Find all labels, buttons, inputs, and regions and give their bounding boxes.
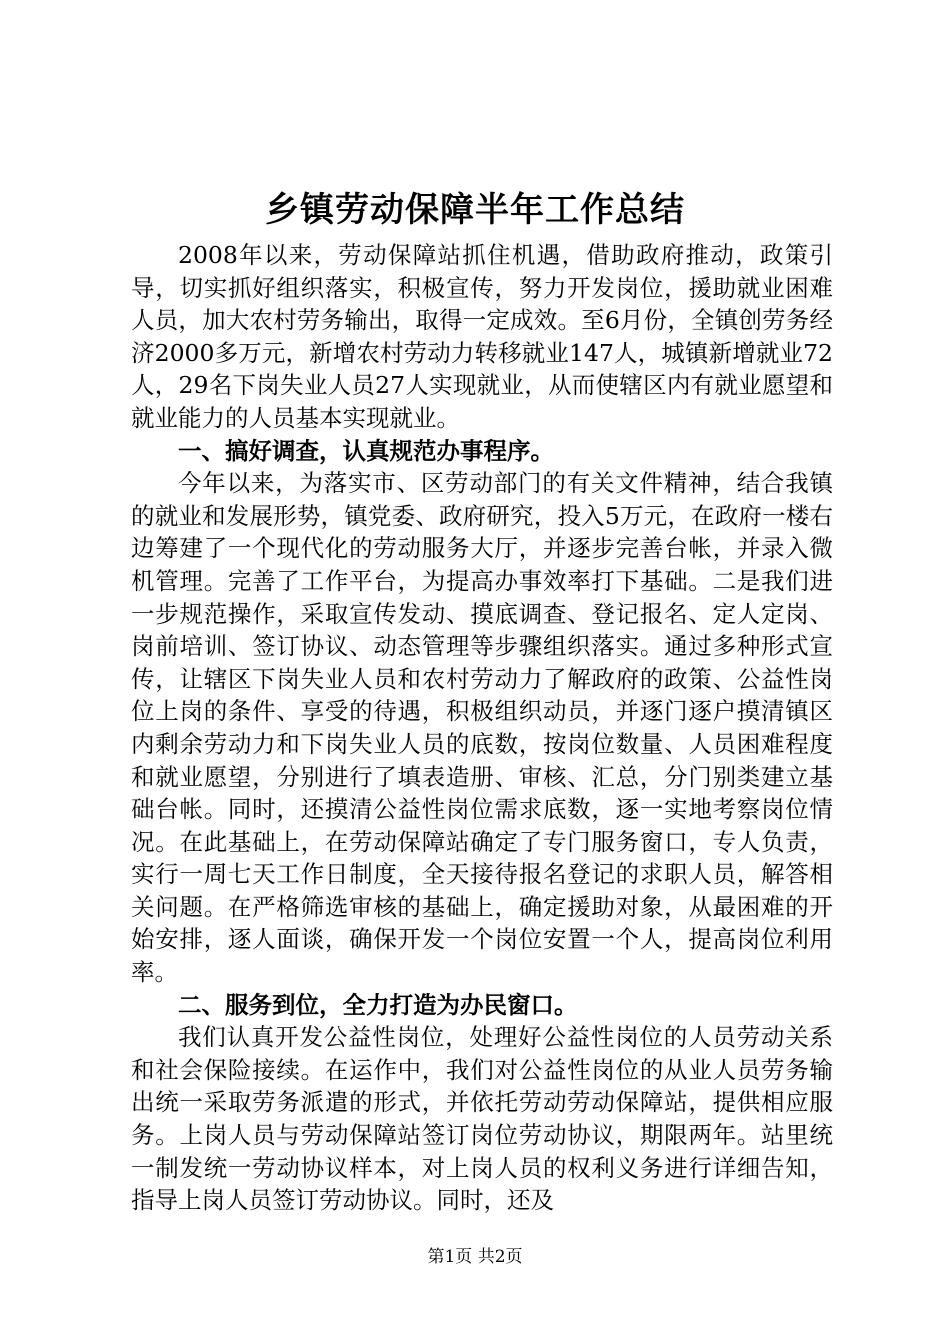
intro-paragraph: 2008年以来，劳动保障站抓住机遇，借助政府推动，政策引导，切实抓好组织落实，积极宣传，努力开发岗位，援助就业困难人员，加大农村劳务输出，取得一定成效。至6月份，全镇创劳务经济2000多万元，新增农村劳动力转移就业147人，城镇新增就业72人，29名下岗失业人员27人实现就业，从而使辖区内有就业愿望和就业能力的人员基本实现就业。 xyxy=(131,241,833,432)
section-heading-2: 二、服务到位，全力打造为办民窗口。 xyxy=(178,990,578,1019)
document-body xyxy=(131,239,833,1217)
section-1-paragraph: 今年以来，为落实市、区劳动部门的有关文件精神，结合我镇的就业和发展形势，镇党委、政府研究，投入5万元，在政府一楼右边筹建了一个现代化的劳动服务大厅，并逐步完善台帐，并录入微机管理。完善了工作平台，为提高办事效率打下基础。二是我们进一步规范操作，采取宣传发动、摸底调查、登记报名、定人定岗、岗前培训、签订协议、动态管理等步骤组织落实。通过多种形式宣传，让辖区下岗失业人员和农村劳动力了解政府的政策、公益性岗位上岗的条件、享受的待遇，积极组织动员，并逐门逐户摸清镇区内剩余劳动力和下岗失业人员的底数，按岗位数量、人员困难程度和就业愿望，分别进行了填表造册、审核、汇总，分门别类建立基础台帐。同时，还摸清公益性岗位需求底数，逐一实地考察岗位情况。在此基础上，在劳动保障站确定了专门服务窗口，专人负责，实行一周七天工作日制度，全天接待报名登记的求职人员，解答相关问题。在严格筛选审核的基础上，确定援助对象，从最困难的开始安排，逐人面谈，确保开发一个岗位安置一个人，提高岗位利用率。 xyxy=(131,469,833,987)
page-footer: 第1页 共2页 xyxy=(427,1247,523,1267)
section-heading-1: 一、搞好调查，认真规范办事程序。 xyxy=(178,436,554,465)
section-2-paragraph: 我们认真开发公益性岗位，处理好公益性岗位的人员劳动关系和社会保险接续。在运作中，我们对公益性岗位的从业人员劳务输出统一采取劳务派遣的形式，并依托劳动劳动保障站，提供相应服务。上岗人员与劳动保障站签订岗位劳动协议，期限两年。站里统一制发统一劳动协议样本，对上岗人员的权利义务进行详细告知，指导上岗人员签订劳动协议。同时，还及 xyxy=(131,1023,833,1215)
document-title: 乡镇劳动保障半年工作总结 xyxy=(265,190,685,230)
